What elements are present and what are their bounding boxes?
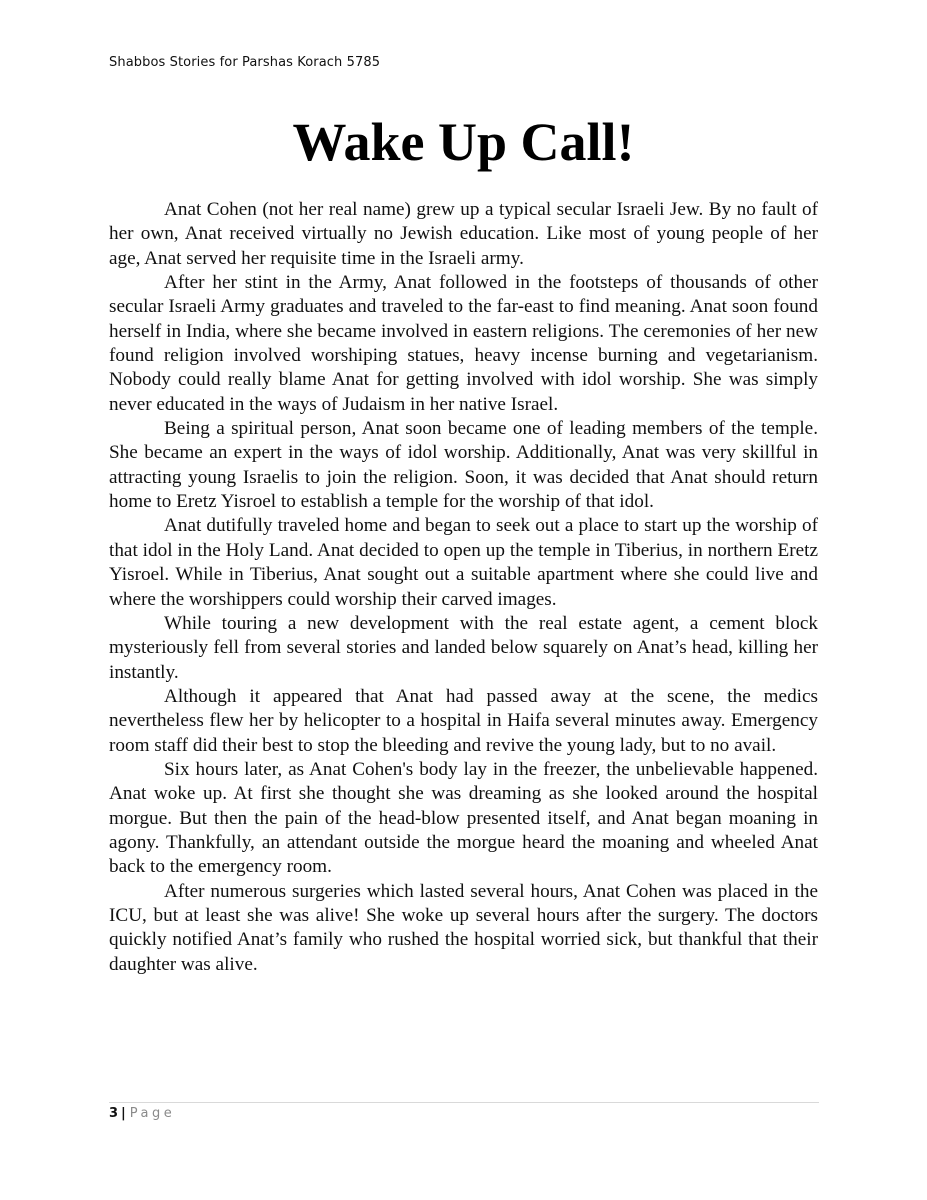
paragraph: Although it appeared that Anat had passed away at the scene, the medics nevertheless flew her by helicopter to a hospital in Haifa several minutes away. Emergency room staff did their best to stop the bleeding and revive the young lady, but to no avail. [109, 685, 818, 756]
story-title: Wake Up Call! [292, 112, 635, 172]
paragraph: Six hours later, as Anat Cohen's body lay in the freezer, the unbelievable happened. Anat woke up. At first she thought she was dreaming as she looked around the hospital morgue. But then the pain of the head-blow presented itself, and Anat began moaning in agony. Thankfully, an attendant outside the morgue heard the moaning and wheeled Anat back to the emergency room. [109, 758, 818, 878]
page-label: Page [129, 1106, 176, 1121]
story-body [109, 198, 818, 977]
running-header: Shabbos Stories for Parshas Korach 5785 [109, 55, 381, 70]
paragraph: Anat Cohen (not her real name) grew up a typical secular Israeli Jew. By no fault of her own, Anat received virtually no Jewish education. Like most of young people of her age, Anat served her requisite time in the Israeli army. [109, 199, 818, 269]
paragraph: After numerous surgeries which lasted several hours, Anat Cohen was placed in the ICU, but at least she was alive! She woke up several hours after the surgery. The doctors quickly notified Anat’s family who rushed the hospital worried sick, but thankful that their daughter was alive. [109, 880, 818, 975]
paragraph: After her stint in the Army, Anat followed in the footsteps of thousands of other secular Israeli Army graduates and traveled to the far-east to find meaning. Anat soon found herself in India, where she became involved in eastern religions. The ceremonies of her new found religion involved worshiping statues, heavy incense burning and vegetarianism. Nobody could really blame Anat for getting involved with idol worship. She was simply never educated in the ways of Judaism in her native Israel. [109, 272, 818, 415]
paragraph: Anat dutifully traveled home and began to seek out a place to start up the worship of that idol in the Holy Land. Anat decided to open up the temple in Tiberius, in northern Eretz Yisroel. While in Tiberius, Anat sought out a suitable apartment where she could live and where the worshippers could worship their carved images. [109, 515, 818, 610]
page-number: 3 [109, 1106, 119, 1121]
footer-divider [109, 1102, 819, 1103]
paragraph: Being a spiritual person, Anat soon became one of leading members of the temple. She became an expert in the ways of idol worship. Additionally, Anat was very skillful in attracting young Israelis to join the religion. Soon, it was decided that Anat should return home to Eretz Yisroel to establish a temple for the worship of that idol. [109, 418, 818, 513]
page-footer [109, 1106, 175, 1121]
paragraph: While touring a new development with the real estate agent, a cement block mysteriously fell from several stories and landed below squarely on Anat’s head, killing her instantly. [109, 612, 818, 683]
footer-separator: | [121, 1106, 126, 1121]
